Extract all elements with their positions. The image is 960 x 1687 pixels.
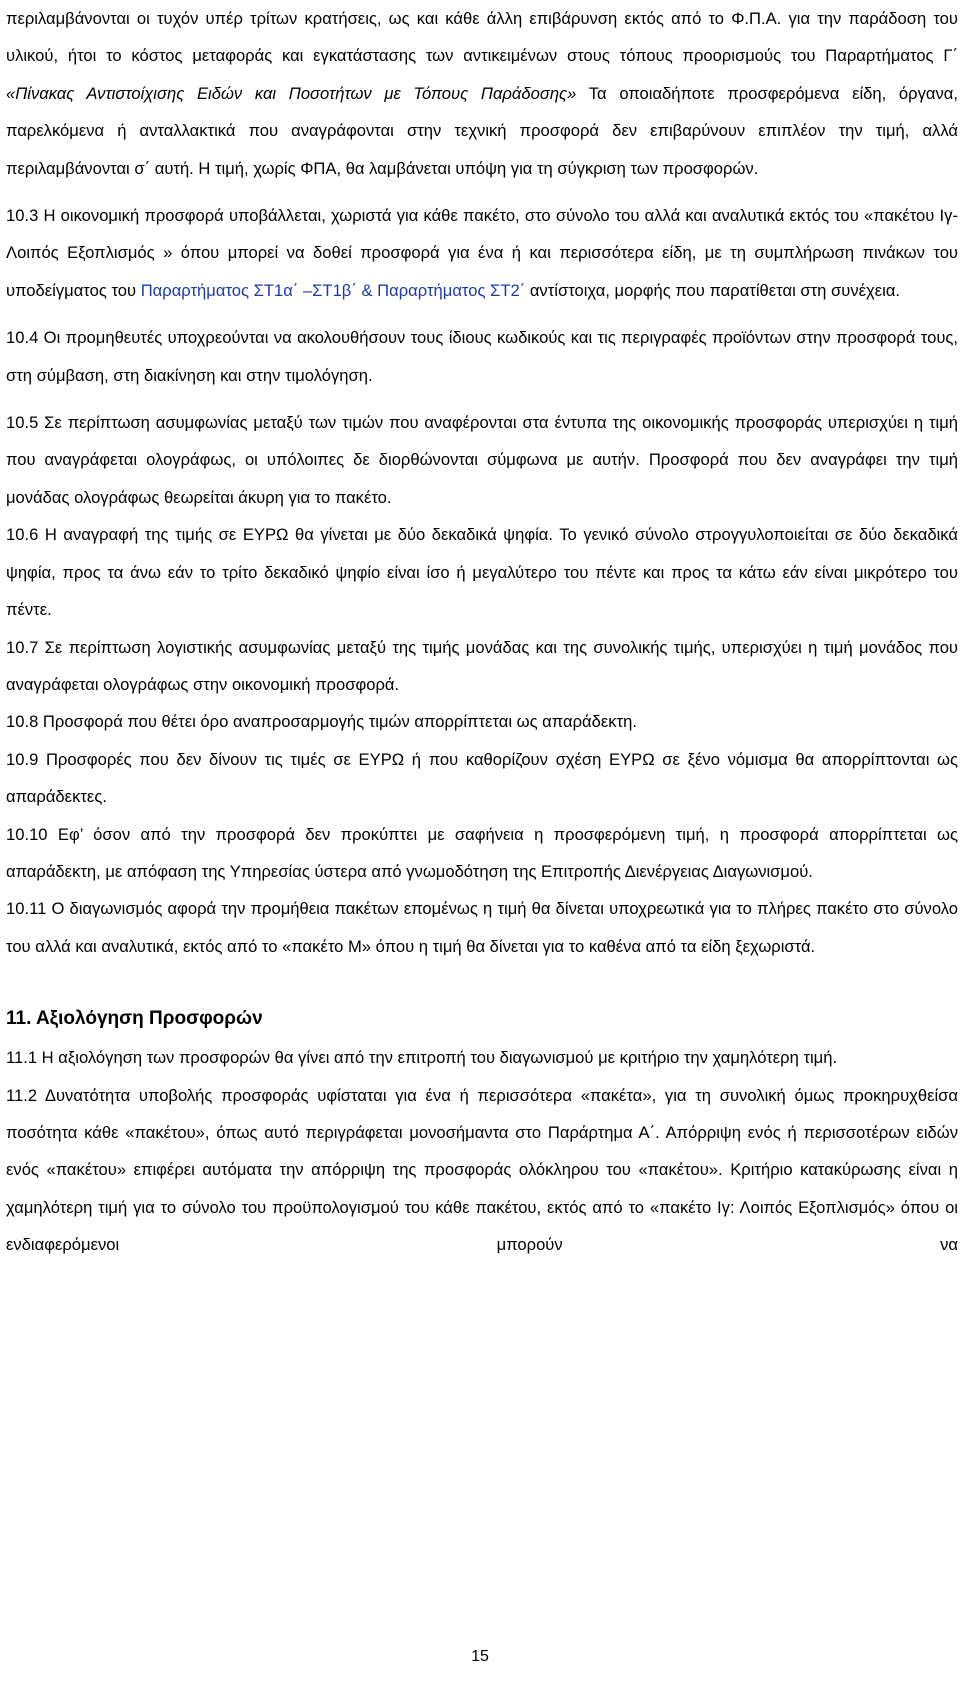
paragraph-10-5: 10.5 Σε περίπτωση ασυμφωνίας μεταξύ των τιμών που αναφέρονται στα έντυπα της οικονομικής προσφοράς υπερισχύει η τιμή που αναγράφεται ολογράφως, οι υπόλοιπες δε διορθώνονται σύμφωνα με αυτήν. Προσφορά που δεν αναγράφει την τιμή μονάδας ολογράφως θεωρείται άκυρη για το πακέτο. xyxy=(6,413,958,507)
paragraph-10-6: 10.6 Η αναγραφή της τιμής σε ΕΥΡΩ θα γίνεται με δύο δεκαδικά ψηφία. Το γενικό σύνολο στρογγυλοποιείται σε δύο δεκαδικά ψηφία, προς τα άνω εάν το τρίτο δεκαδικό ψηφίο είναι ίσο ή μεγαλύτερο του πέντε και προς τα κάτω εάν είναι μικρότερο του πέντε. xyxy=(6,525,958,620)
intro-paragraph xyxy=(6,0,958,187)
section-11-heading: 11. Αξιολόγηση Προσφορών xyxy=(6,1008,263,1030)
paragraph-10-9: 10.9 Προσφορές που δεν δίνουν τις τιμές σε ΕΥΡΩ ή που καθορίζουν σχέση ΕΥΡΩ σε ξένο νόμισμα θα απορρίπτονται ως απαράδεκτες. xyxy=(6,749,958,807)
paragraph-10-3-text-b: αντίστοιχα, μορφής που παρατίθεται στη συνέχεια. xyxy=(525,280,901,300)
paragraph-10-4: 10.4 Οι προμηθευτές υποχρεούνται να ακολουθήσουν τους ίδιους κωδικούς και τις περιγραφές προϊόντων στην προσφορά τους, στη σύμβαση, στη διακίνηση και στην τιμολόγηση. xyxy=(6,328,958,385)
page-number: 15 xyxy=(471,1648,489,1665)
paragraph-11-2: 11.2 Δυνατότητα υποβολής προσφοράς υφίσταται για ένα ή περισσότερα «πακέτα», για τη συνολική όμως προκηρυχθείσα ποσότητα κάθε «πακέτου», όπως αυτό περιγράφεται μονοσήμαντα στο Παράρτημα Α΄. Απόρριψη ενός ή περισσοτέρων ειδών ενός «πακέτου» επιφέρει αυτόματα την απόρριψη της προσφοράς ολόκληρου του «πακέτου». Κριτήριο κατακύρωσης είναι η χαμηλότερη τιμή για το σύνολο του προϋπολογισμού του κάθε πακέτου, εκτός από το «πακέτο Ιγ: Λοιπός Εξοπλισμός» όπου οι ενδιαφερόμενοι μπορούν να xyxy=(6,1085,958,1255)
annex-st-reference: Παραρτήματος ΣΤ1α΄ –ΣΤ1β΄ & Παραρτήματος ΣΤ2΄ xyxy=(140,280,526,300)
paragraph-11-1: 11.1 Η αξιολόγηση των προσφορών θα γίνει από την επιτροπή του διαγωνισμού με κριτήριο την χαμηλότερη τιμή. xyxy=(6,1048,838,1068)
paragraph-10-3-text-a: 10.3 Η οικονομική προσφορά υποβάλλεται, χωριστά για κάθε πακέτο, στο σύνολο του αλλά και αναλυτικά εκτός του «πακέτου Ιγ-Λοιπός Εξοπλισμός » όπου μπορεί να δοθεί προσφορά για ένα ή και περισσότερα είδη, με τη συμπλήρωση πινάκων του υποδείγματος του xyxy=(6,206,958,300)
document-page xyxy=(6,0,958,1264)
paragraph-10-8: 10.8 Προσφορά που θέτει όρο αναπροσαρμογής τιμών απορρίπτεται ως απαράδεκτη. xyxy=(6,712,637,732)
paragraph-10-10: 10.10 Εφ’ όσον από την προσφορά δεν προκύπτει με σαφήνεια η προσφερόμενη τιμή, η προσφορά απορρίπτεται ως απαράδεκτη, με απόφαση της Υπηρεσίας ύστερα από γνωμοδότηση της Επιτροπής Διενέργειας Διαγωνισμού. xyxy=(6,824,958,881)
intro-text-b: Τα οποιαδήποτε προσφερόμενα είδη, όργανα, παρελκόμενα ή ανταλλακτικά που αναγράφονται στην τεχνική προσφορά δεν επιβαρύνουν επιπλέον την τιμή, αλλά περιλαμβάνονται σ΄ αυτή. Η τιμή, χωρίς ΦΠΑ, θα λαμβάνεται υπόψη για τη σύγκριση των προσφορών. xyxy=(6,83,958,178)
paragraph-10-7: 10.7 Σε περίπτωση λογιστικής ασυμφωνίας μεταξύ της τιμής μονάδας και της συνολικής τιμής, υπερισχύει η τιμή μονάδος που αναγράφεται ολογράφως στην οικονομική προσφορά. xyxy=(6,637,958,694)
intro-text-a: περιλαμβάνονται οι τυχόν υπέρ τρίτων κρατήσεις, ως και κάθε άλλη επιβάρυνση εκτός από το Φ.Π.Α. για την παράδοση του υλικού, ήτοι το κόστος μεταφοράς και εγκατάστασης των αντικειμένων στους τόπους προορισμούς του Παραρτήματος Γ΄ xyxy=(6,9,958,66)
annex-c-reference: «Πίνακας Αντιστοίχισης Ειδών και Ποσοτήτων με Τόπους Παράδοσης» xyxy=(6,83,577,103)
paragraph-10-3 xyxy=(6,197,958,309)
paragraph-10-11: 10.11 Ο διαγωνισμός αφορά την προμήθεια πακέτων επομένως η τιμή θα δίνεται υποχρεωτικά για το πλήρες πακέτο στο σύνολο του αλλά και αναλυτικά, εκτός από το «πακέτο Μ» όπου η τιμή θα δίνεται για το καθένα από τα είδη ξεχωριστά. xyxy=(6,899,958,956)
